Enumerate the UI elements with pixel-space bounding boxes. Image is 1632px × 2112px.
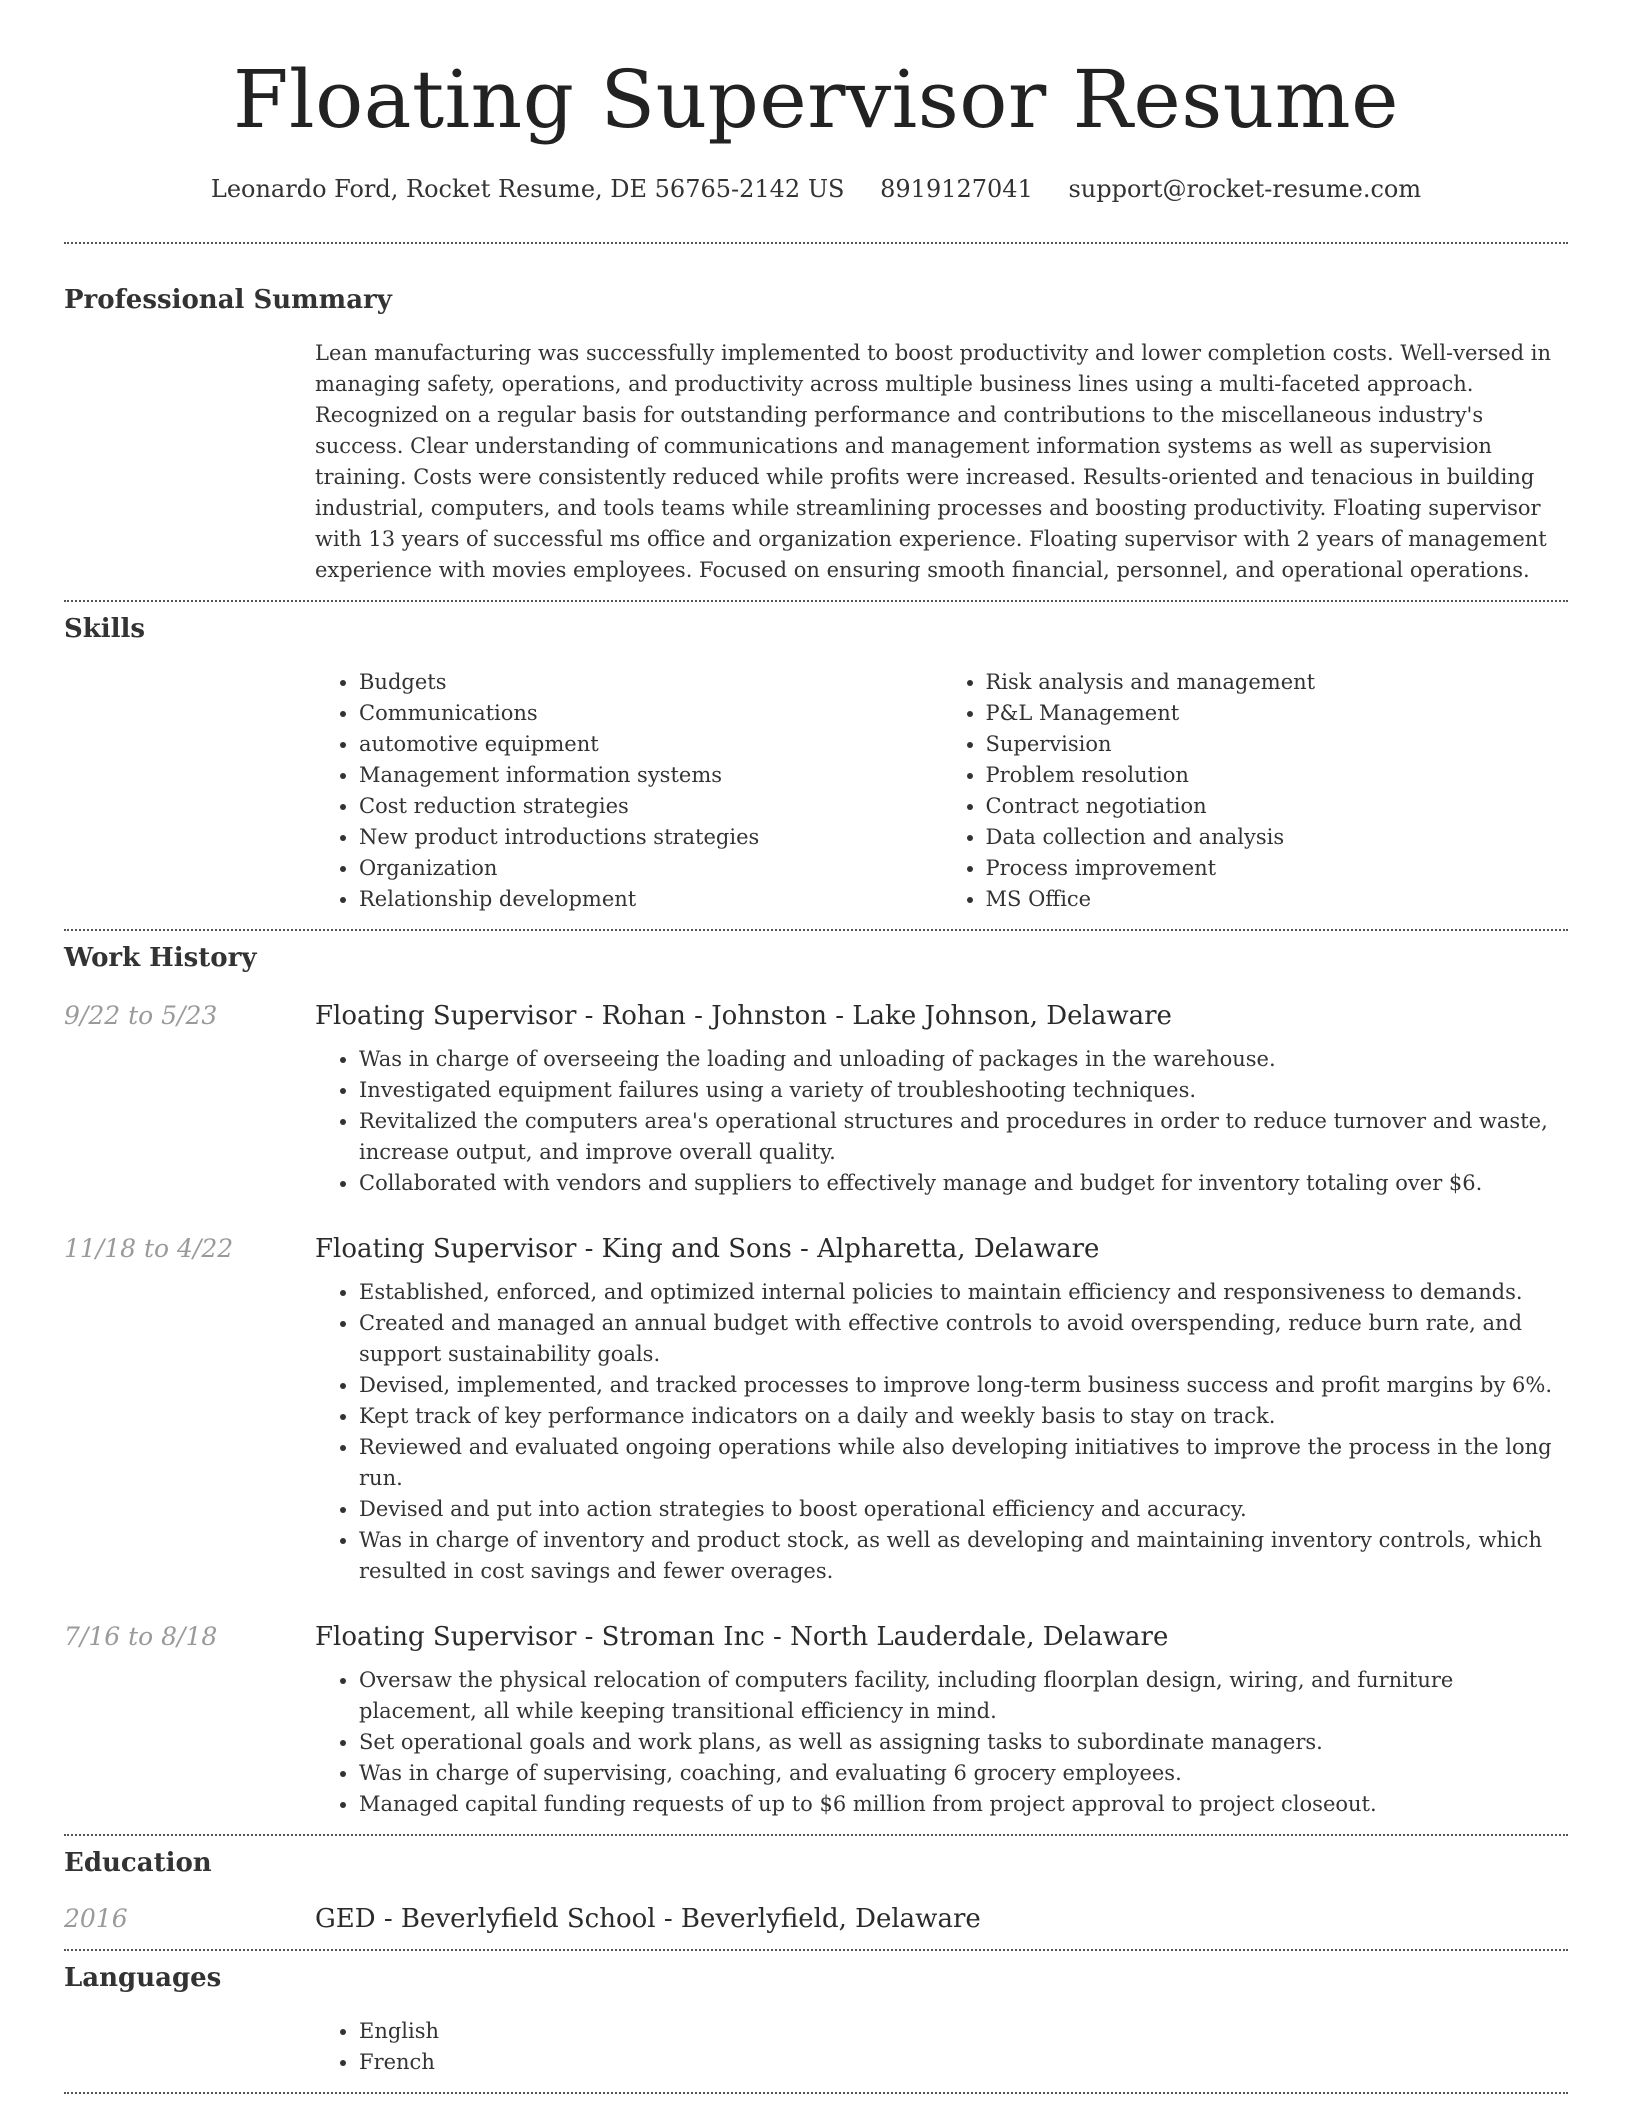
job-entry (64, 1233, 1568, 1587)
job-bullets (315, 1044, 1568, 1199)
job-bullet: • Kept track of key performance indicators on a daily and weekly basis to stay on track. (359, 1401, 1568, 1432)
job-bullet: • Was in charge of overseeing the loading and unloading of packages in the warehouse. (359, 1044, 1568, 1075)
skill-item: • Cost reduction strategies (359, 791, 942, 822)
job-bullet: • Collaborated with vendors and suppliers to effectively manage and budget for inventory totaling over $6. (359, 1168, 1568, 1199)
job-bullet: • Oversaw the physical relocation of computers facility, including floorplan design, wiring, and furniture placement, all while keeping transitional efficiency in mind. (359, 1665, 1568, 1727)
job-date: 7/16 to 8/18 (64, 1622, 218, 1651)
divider (64, 2092, 1568, 2094)
job-bullet: • Created and managed an annual budget with effective controls to avoid overspending, reduce burn rate, and support sustainability goals. (359, 1308, 1568, 1370)
skill-item: • Organization (359, 853, 942, 884)
divider (64, 600, 1568, 602)
skill-item: • Supervision (986, 729, 1569, 760)
summary-heading: Professional Summary (64, 285, 392, 315)
skill-item: • Relationship development (359, 884, 942, 915)
education-title: GED - Beverlyfield School - Beverlyfield, Delaware (315, 1904, 981, 1934)
job-bullet: • Devised and put into action strategies to boost operational efficiency and accuracy. (359, 1494, 1568, 1525)
job-bullet: • Devised, implemented, and tracked processes to improve long-term business success and profit margins by 6%. (359, 1370, 1568, 1401)
language-item: • English (359, 2016, 1568, 2047)
languages-heading: Languages (64, 1963, 222, 1993)
job-title: Floating Supervisor - King and Sons - Alpharetta, Delaware (315, 1234, 1100, 1264)
contact-phone: 8919127041 (880, 175, 1033, 203)
job-date: 9/22 to 5/23 (64, 1001, 218, 1030)
job-entry (64, 1621, 1568, 1820)
job-bullet: • Was in charge of inventory and product stock, as well as developing and maintaining inventory controls, which resulted in cost savings and fewer overages. (359, 1525, 1568, 1587)
skill-item: • P&L Management (986, 698, 1569, 729)
skill-item: • automotive equipment (359, 729, 942, 760)
divider (64, 929, 1568, 931)
skills-left-column (315, 667, 942, 915)
skill-item: • MS Office (986, 884, 1569, 915)
skill-item: • Management information systems (359, 760, 942, 791)
education-section (64, 1847, 1568, 1935)
work-history-section (64, 942, 1568, 1820)
skill-item: • Contract negotiation (986, 791, 1569, 822)
skill-item: • Budgets (359, 667, 942, 698)
job-bullet: • Managed capital funding requests of up to $6 million from project approval to project closeout. (359, 1789, 1568, 1820)
job-bullet: • Reviewed and evaluated ongoing operations while also developing initiatives to improve the process in the long run. (359, 1432, 1568, 1494)
job-bullet: • Revitalized the computers area's operational structures and procedures in order to reduce turnover and waste, increase output, and improve overall quality. (359, 1106, 1568, 1168)
languages-list (315, 2016, 1568, 2078)
job-entry (64, 1000, 1568, 1199)
skills-list (315, 667, 1568, 915)
education-heading: Education (64, 1848, 212, 1878)
summary-text: Lean manufacturing was successfully implemented to boost productivity and lower completion costs. Well-versed in managing safety, operations, and productivity across multiple business lines using a multi-faceted approach. Recognized on a regular basis for outstanding performance and contributions to the miscellaneous industry's success. Clear understanding of communications and management information systems as well as supervision training. Costs were consistently reduced while profits were increased. Results-oriented and tenacious in building industrial, computers, and tools teams while streamlining processes and boosting productivity. Floating supervisor with 13 years of successful ms office and organization experience. Floating supervisor with 2 years of management experience with movies employees. Focused on ensuring smooth financial, personnel, and operational operations. (315, 341, 1552, 582)
skill-item: • Problem resolution (986, 760, 1569, 791)
skill-item: • Communications (359, 698, 942, 729)
job-bullet: • Set operational goals and work plans, as well as assigning tasks to subordinate managers. (359, 1727, 1568, 1758)
language-item: • French (359, 2047, 1568, 2078)
summary-section (64, 284, 1568, 586)
skill-item: • Process improvement (986, 853, 1569, 884)
education-date: 2016 (64, 1904, 128, 1933)
skill-item: • Data collection and analysis (986, 822, 1569, 853)
divider (64, 1949, 1568, 1951)
job-bullets (315, 1665, 1568, 1820)
job-title: Floating Supervisor - Stroman Inc - North Lauderdale, Delaware (315, 1622, 1169, 1652)
job-bullets (315, 1277, 1568, 1587)
job-bullet: • Investigated equipment failures using a variety of troubleshooting techniques. (359, 1075, 1568, 1106)
contact-email: support@rocket-resume.com (1068, 175, 1422, 203)
contact-line (64, 174, 1568, 204)
resume-title: Floating Supervisor Resume (232, 53, 1399, 146)
divider (64, 1834, 1568, 1836)
contact-address: Leonardo Ford, Rocket Resume, DE 56765-2142 US (210, 175, 845, 203)
job-bullet: • Was in charge of supervising, coaching, and evaluating 6 grocery employees. (359, 1758, 1568, 1789)
skill-item: • New product introductions strategies (359, 822, 942, 853)
resume-page (64, 0, 1568, 2094)
job-title: Floating Supervisor - Rohan - Johnston - Lake Johnson, Delaware (315, 1001, 1172, 1031)
work-history-heading: Work History (64, 943, 257, 973)
skills-section (64, 613, 1568, 915)
skills-right-column (942, 667, 1569, 915)
skills-heading: Skills (64, 614, 146, 644)
skill-item: • Risk analysis and management (986, 667, 1569, 698)
job-bullet: • Established, enforced, and optimized internal policies to maintain efficiency and responsiveness to demands. (359, 1277, 1568, 1308)
languages-section (64, 1962, 1568, 2078)
job-date: 11/18 to 4/22 (64, 1234, 234, 1263)
divider (64, 242, 1568, 244)
